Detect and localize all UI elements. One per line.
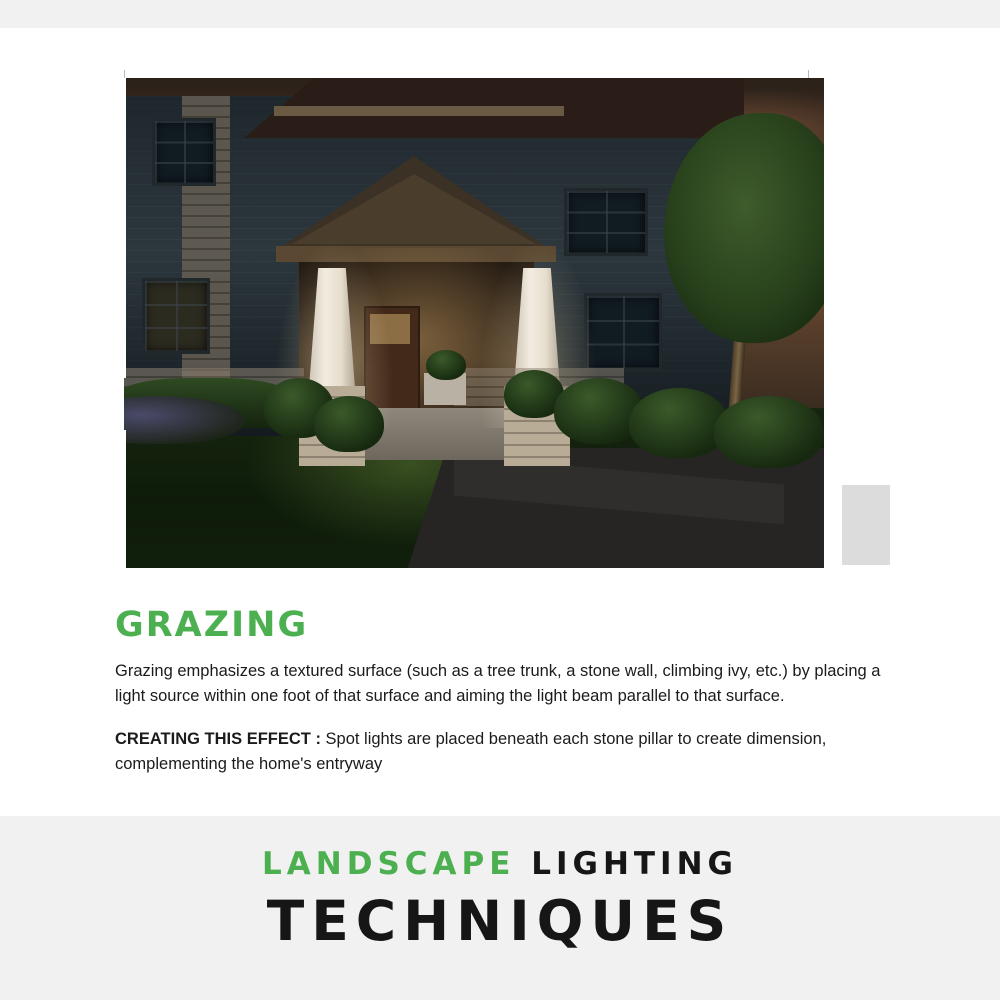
window-grid [145, 281, 207, 351]
footer-word-landscape: LANDSCAPE [262, 846, 516, 882]
window-lower-left [142, 278, 210, 354]
shrub-right-2 [629, 388, 729, 458]
shrub-right-3 [714, 396, 824, 468]
footer-word-lighting: LIGHTING [531, 846, 738, 882]
shrub-left-2 [314, 396, 384, 452]
cutout-top-right [824, 78, 932, 488]
illustration-photo [72, 60, 932, 580]
creating-effect-text: Spot lights are placed beneath each stone pillar to create dimension, complementing the home's entryway [115, 730, 827, 774]
page-title: GRAZING [115, 605, 309, 645]
text-block [115, 605, 905, 777]
window-grid [155, 121, 213, 183]
creating-effect-label: CREATING THIS EFFECT : [115, 730, 321, 749]
creating-effect-paragraph [115, 727, 835, 777]
scene-image [124, 78, 824, 573]
roof-trim [274, 106, 564, 116]
cutout-bottom-strip [72, 568, 932, 580]
footer-banner [0, 816, 1000, 1000]
window-upper-left [152, 118, 216, 186]
description-paragraph: Grazing emphasizes a textured surface (such as a tree trunk, a stone wall, climbing ivy, etc.) by placing a light source within one foot of that surface and aiming the light beam parallel to that surface. [115, 662, 881, 706]
planter-shrub [426, 350, 466, 380]
cutout-bottom-left-wide [72, 555, 112, 580]
footer-title-line1 [0, 846, 1000, 882]
grey-swatch [842, 485, 890, 565]
cutout-top-left [72, 78, 126, 378]
footer-title-line2: TECHNIQUES [266, 889, 734, 953]
